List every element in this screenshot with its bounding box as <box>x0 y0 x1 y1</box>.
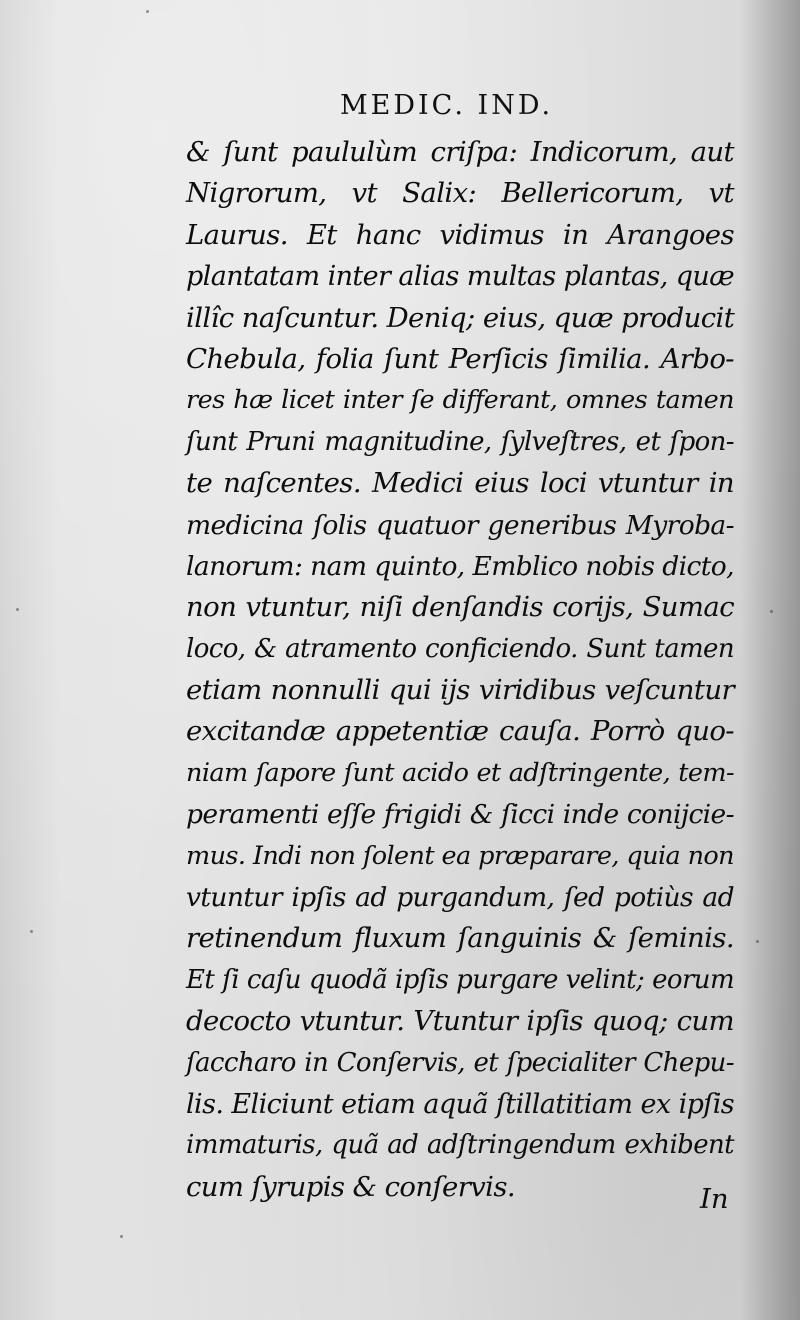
text-line: immaturis, quã ad adſtringendum exhibent <box>186 1130 734 1161</box>
text-line: non vtuntur, niſi denſandis corijs, Sumac <box>186 591 734 624</box>
text-line: ſunt Pruni magnitudine, ſylveſtres, et ſpon- <box>186 426 734 457</box>
text-line: retinendum fluxum ſanguinis & ſeminis. <box>186 922 734 955</box>
paper-speck <box>146 10 149 13</box>
text-line: lis. Eliciunt etiam aquã ſtillatitiam ex ipſis <box>186 1088 734 1120</box>
text-line: vtuntur ipſis ad purgandum, ſed potiùs ad <box>186 882 734 914</box>
page-edge-shadow <box>740 0 800 1320</box>
paper-speck <box>30 930 33 933</box>
paper-speck <box>120 1235 123 1238</box>
paper-speck <box>16 608 19 611</box>
text-line: medicina ſolis quatuor generibus Myroba- <box>186 509 734 541</box>
text-line: ſaccharo in Conſervis, et ſpecialiter Chepu- <box>186 1047 734 1078</box>
body-text <box>186 132 734 1208</box>
text-line: excitandæ appetentiæ cauſa. Porrò quo- <box>186 715 734 748</box>
text-line: Chebula, folia ſunt Perſicis ſimilia. Arbo- <box>186 342 734 375</box>
text-line: & ſunt paululùm criſpa: Indicorum, aut <box>186 136 734 168</box>
text-line: peramenti eſſe frigidi & ſicci inde conijcie- <box>186 799 734 831</box>
text-line: etiam nonnulli qui ijs viridibus veſcuntur <box>186 674 734 707</box>
text-line: mus. Indi non ſolent ea præparare, quia non <box>186 840 735 871</box>
text-line: illîc naſcuntur. Deniq; eius, quæ producit <box>186 301 735 334</box>
text-line: te naſcentes. Medici eius loci vtuntur in <box>186 467 734 500</box>
running-head: MEDIC. IND. <box>340 90 554 121</box>
text-line: res hæ licet inter ſe differant, omnes tamen <box>186 385 734 416</box>
catchword: In <box>700 1183 729 1215</box>
text-line: cum ſyrupis & conſervis. <box>186 1170 516 1203</box>
text-line: Laurus. Et hanc vidimus in Arangoes <box>186 218 734 251</box>
text-line: decocto vtuntur. Vtuntur ipſis quoq; cum <box>186 1005 734 1038</box>
text-line: Et ſi caſu quodã ipſis purgare velint; eorum <box>186 964 734 995</box>
text-line: loco, & atramento conficiendo. Sunt tamen <box>186 633 734 664</box>
text-line: plantatam inter alias multas plantas, quæ <box>186 261 734 293</box>
text-line: niam ſapore ſunt acido et adſtringente, tem- <box>186 757 734 788</box>
text-line: lanorum: nam quinto, Emblico nobis dicto, <box>186 550 734 582</box>
text-line: Nigrorum, vt Salix: Bellericorum, vt <box>186 177 734 210</box>
